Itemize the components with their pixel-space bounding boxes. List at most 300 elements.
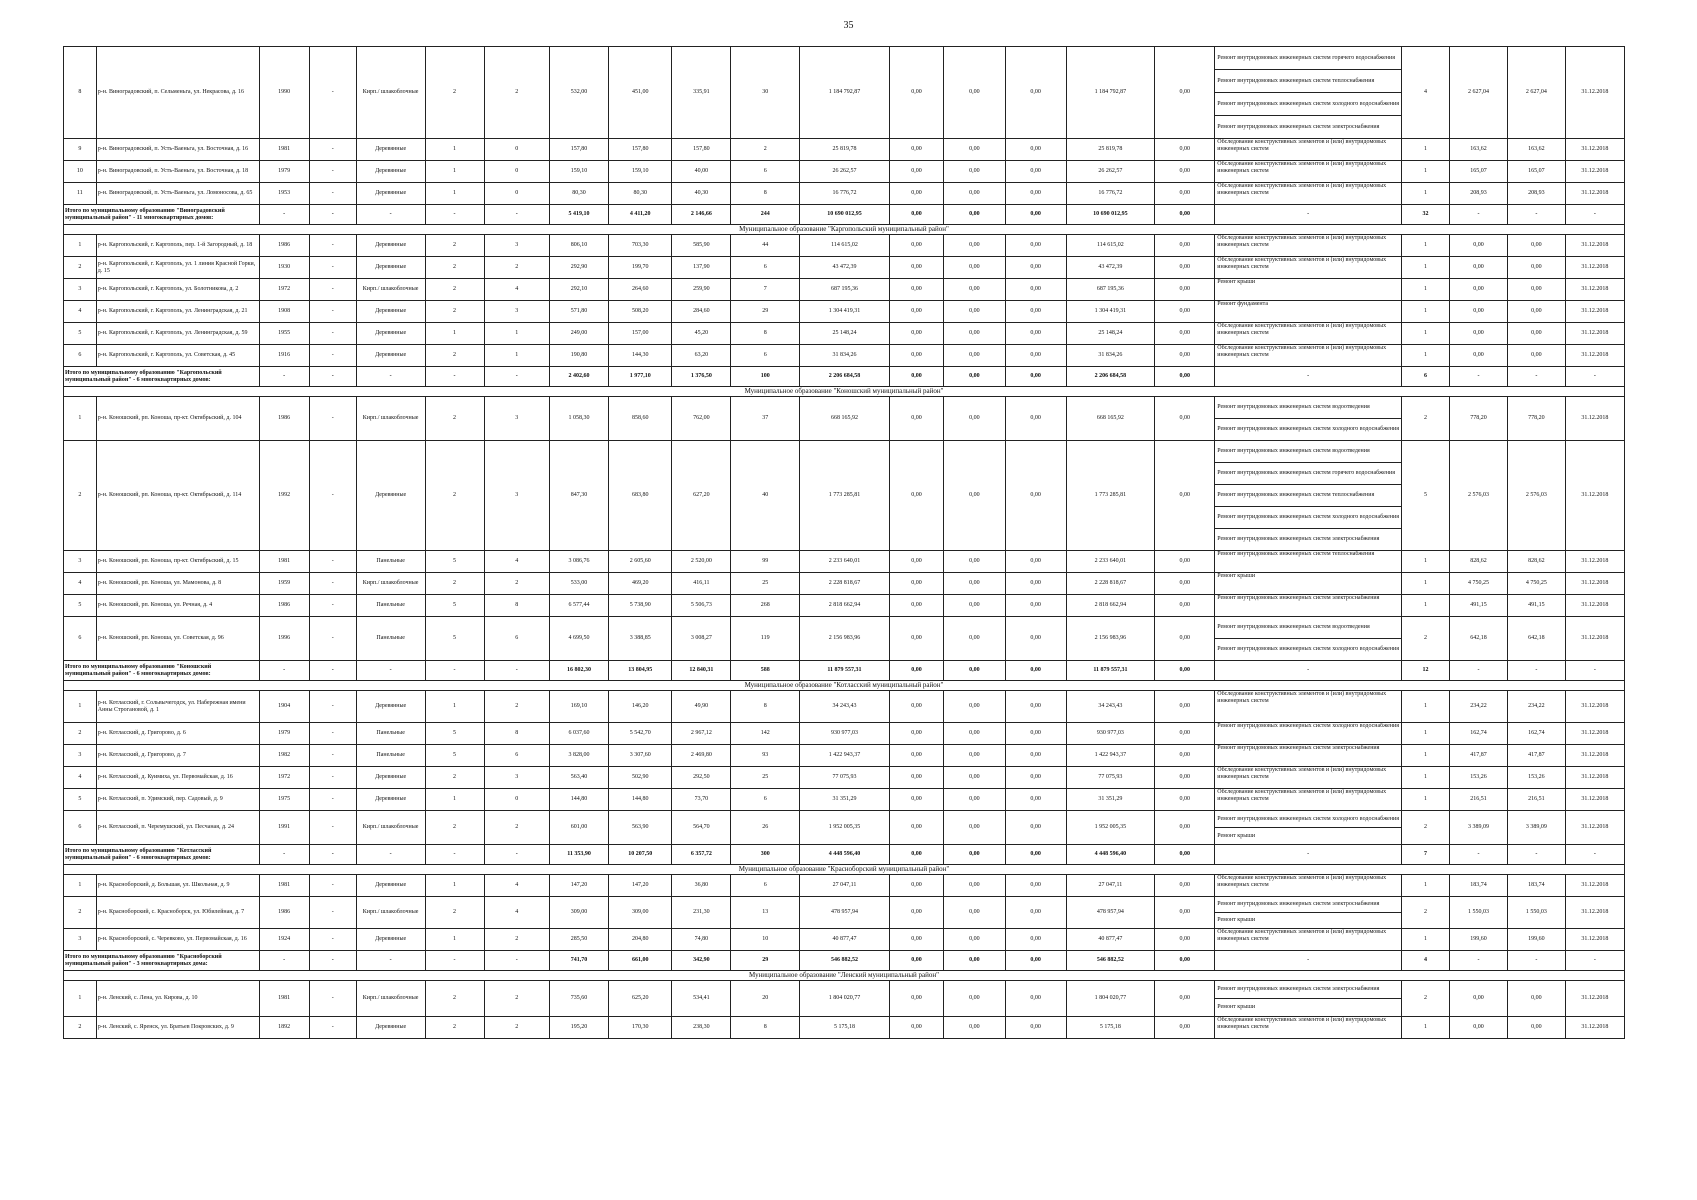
cell-comm: - [309, 789, 356, 811]
works-cell [1215, 595, 1402, 617]
cell-c2: 0,00 [889, 595, 944, 617]
cell-date: 31.12.2018 [1565, 1017, 1624, 1039]
cell-no: 1 [64, 875, 97, 897]
cell-year: 1992 [259, 441, 309, 551]
cell-c2: 0,00 [889, 257, 944, 279]
cell-p1: 216,51 [1450, 789, 1508, 811]
total-label: Итого по муниципальному образованию "Котласский муниципальный район" - 6 многоквартирных домов: [64, 845, 260, 865]
cell-year: 1959 [259, 573, 309, 595]
work-item: Ремонт крыши [1217, 832, 1256, 839]
work-item: Ремонт внутридомовых инженерных систем горячего водоснабжения [1215, 463, 1401, 485]
cell-comm: - [309, 745, 356, 767]
works-cell [1215, 897, 1402, 929]
section-title: Муниципальное образование "Красноборский муниципальный район" [64, 865, 1625, 875]
cell-a3: 73,70 [672, 789, 731, 811]
cell-addr: р-н. Каргопольский, г. Каргополь, пер. 1-й Загородный, д. 18 [96, 235, 259, 257]
cell-a1: 532,00 [550, 47, 609, 139]
cell-date: - [1565, 951, 1624, 971]
cell-res: 25 [731, 573, 800, 595]
cell-wall: Кирп./ шлакоблочные [356, 47, 425, 139]
cell-a3: 2 967,12 [672, 723, 731, 745]
cell-wall: Кирп./ шлакоблочные [356, 279, 425, 301]
cell-a1: 4 699,50 [550, 617, 609, 661]
cell-c3: 0,00 [944, 161, 1005, 183]
cell-wn: 1 [1402, 345, 1450, 367]
work-item: Обследование конструктивных элементов и (или) внутридомовых инженерных систем [1217, 161, 1387, 174]
cell-date: 31.12.2018 [1565, 235, 1624, 257]
cell-ent: 0 [484, 161, 550, 183]
cell-addr: р-н. Котласский, п. Черемушский, ул. Песчаная, д. 24 [96, 811, 259, 845]
cell-c4: 0,00 [1005, 929, 1066, 951]
page-number: 35 [843, 20, 854, 31]
cell-c1: 687 195,36 [800, 279, 890, 301]
cell-date: 31.12.2018 [1565, 897, 1624, 929]
cell-a1: 309,00 [550, 897, 609, 929]
cell-p2: - [1507, 367, 1565, 387]
cell-wall: Деревянные [356, 235, 425, 257]
cell-a2: 451,00 [609, 47, 672, 139]
cell-p1: 417,87 [1450, 745, 1508, 767]
cell-comm: - [309, 661, 356, 681]
cell-a2: 683,80 [609, 441, 672, 551]
cell-works: - [1215, 367, 1402, 387]
cell-wn: 7 [1402, 845, 1450, 865]
cell-no: 4 [64, 767, 97, 789]
works-cell [1215, 723, 1402, 745]
cell-a2: 1 977,10 [609, 367, 672, 387]
cell-c5: 930 977,03 [1066, 723, 1154, 745]
cell-res: 13 [731, 897, 800, 929]
cell-year: 1908 [259, 301, 309, 323]
works-cell [1215, 257, 1402, 279]
cell-p1: 0,00 [1450, 1017, 1508, 1039]
cell-wall: Кирп./ шлакоблочные [356, 573, 425, 595]
cell-a3: 6 357,72 [672, 845, 731, 865]
cell-wall: Кирп./ шлакоблочные [356, 981, 425, 1017]
cell-wall: Деревянные [356, 161, 425, 183]
cell-c2: 0,00 [889, 345, 944, 367]
cell-comm: - [309, 573, 356, 595]
cell-a2: 508,20 [609, 301, 672, 323]
cell-a1: 563,40 [550, 767, 609, 789]
works-cell [1215, 745, 1402, 767]
cell-c2: 0,00 [889, 573, 944, 595]
cell-a2: 4 411,20 [609, 205, 672, 225]
cell-c6: 0,00 [1155, 139, 1215, 161]
cell-date: 31.12.2018 [1565, 345, 1624, 367]
cell-p1: 642,18 [1450, 617, 1508, 661]
cell-wall: Деревянные [356, 345, 425, 367]
work-item: Обследование конструктивных элементов и (или) внутридомовых инженерных систем [1217, 183, 1387, 196]
cell-c5: 1 804 020,77 [1066, 981, 1154, 1017]
cell-c5: 43 472,39 [1066, 257, 1154, 279]
cell-c5: 40 877,47 [1066, 929, 1154, 951]
cell-res: 29 [731, 301, 800, 323]
cell-a3: 49,90 [672, 691, 731, 723]
cell-c1: 114 615,02 [800, 235, 890, 257]
cell-year: 1955 [259, 323, 309, 345]
cell-comm: - [309, 47, 356, 139]
cell-no: 3 [64, 279, 97, 301]
cell-year: 1981 [259, 875, 309, 897]
cell-floors: 2 [425, 811, 484, 845]
cell-a1: 1 058,30 [550, 397, 609, 441]
cell-ent: 3 [484, 397, 550, 441]
cell-c6: 0,00 [1155, 767, 1215, 789]
cell-res: 6 [731, 875, 800, 897]
cell-ent: 0 [484, 139, 550, 161]
house-row [64, 723, 1625, 745]
cell-a1: 3 086,76 [550, 551, 609, 573]
work-item: Ремонт крыши [1217, 917, 1256, 923]
cell-addr: р-н. Ленский, с. Лена, ул. Кирова, д. 10 [96, 981, 259, 1017]
cell-p1: 3 389,09 [1450, 811, 1508, 845]
house-row [64, 301, 1625, 323]
cell-c4: 0,00 [1005, 257, 1066, 279]
cell-a1: 601,00 [550, 811, 609, 845]
cell-ent: 4 [484, 279, 550, 301]
works-cell [1215, 235, 1402, 257]
cell-comm: - [309, 301, 356, 323]
cell-wall: Деревянные [356, 183, 425, 205]
cell-c5: 31 834,26 [1066, 345, 1154, 367]
cell-ent: 2 [484, 691, 550, 723]
work-item: Ремонт внутридомовых инженерных систем электроснабжения [1217, 595, 1380, 601]
cell-c1: 1 804 020,77 [800, 981, 890, 1017]
cell-c1: 930 977,03 [800, 723, 890, 745]
cell-works: - [1215, 845, 1402, 865]
cell-a3: 157,80 [672, 139, 731, 161]
cell-wn: 2 [1402, 897, 1450, 929]
cell-comm: - [309, 257, 356, 279]
cell-a2: 13 804,95 [609, 661, 672, 681]
cell-a2: 157,80 [609, 139, 672, 161]
cell-comm: - [309, 981, 356, 1017]
cell-res: 93 [731, 745, 800, 767]
cell-c1: 2 206 684,58 [800, 367, 890, 387]
cell-c6: 0,00 [1155, 951, 1215, 971]
cell-res: 2 [731, 139, 800, 161]
cell-date: 31.12.2018 [1565, 441, 1624, 551]
cell-a2: 144,30 [609, 345, 672, 367]
cell-a2: 625,20 [609, 981, 672, 1017]
works-cell [1215, 161, 1402, 183]
work-item: Ремонт крыши [1217, 573, 1256, 579]
cell-c3: 0,00 [944, 745, 1005, 767]
cell-p2: 828,62 [1507, 551, 1565, 573]
cell-res: 99 [731, 551, 800, 573]
works-cell [1215, 323, 1402, 345]
cell-addr: р-н. Виноградовский, п. Усть-Ваеньга, ул. Восточная, д. 18 [96, 161, 259, 183]
cell-wall: Панельные [356, 723, 425, 745]
cell-comm: - [309, 875, 356, 897]
cell-res: 6 [731, 345, 800, 367]
cell-comm: - [309, 767, 356, 789]
cell-wn: 1 [1402, 279, 1450, 301]
works-cell [1215, 279, 1402, 301]
cell-a3: 2 146,66 [672, 205, 731, 225]
cell-c4: 0,00 [1005, 139, 1066, 161]
cell-addr: р-н. Ленский, с. Яренск, ул. Братьев Покровских, д. 9 [96, 1017, 259, 1039]
cell-wn: 6 [1402, 367, 1450, 387]
cell-c2: 0,00 [889, 301, 944, 323]
work-item: Обследование конструктивных элементов и (или) внутридомовых инженерных систем [1217, 789, 1387, 802]
cell-addr: р-н. Котласский, г. Сольвычегодск, ул. Набережная имени Анны Строгановой, д. 1 [96, 691, 259, 723]
cell-comm: - [309, 139, 356, 161]
cell-c3: 0,00 [944, 723, 1005, 745]
cell-c4: 0,00 [1005, 301, 1066, 323]
cell-wall: Кирп./ шлакоблочные [356, 897, 425, 929]
cell-comm: - [309, 691, 356, 723]
cell-wn: 1 [1402, 235, 1450, 257]
cell-p2: 0,00 [1507, 301, 1565, 323]
cell-a1: 195,20 [550, 1017, 609, 1039]
cell-ent: 4 [484, 875, 550, 897]
work-item: Обследование конструктивных элементов и (или) внутридомовых инженерных систем [1217, 139, 1387, 152]
cell-year: 1996 [259, 617, 309, 661]
cell-comm: - [309, 951, 356, 971]
cell-wn: 1 [1402, 723, 1450, 745]
cell-c5: 2 156 983,96 [1066, 617, 1154, 661]
cell-res: 40 [731, 441, 800, 551]
house-row [64, 573, 1625, 595]
cell-c3: 0,00 [944, 279, 1005, 301]
cell-comm: - [309, 723, 356, 745]
cell-c3: 0,00 [944, 897, 1005, 929]
cell-c5: 2 233 640,01 [1066, 551, 1154, 573]
cell-res: 25 [731, 767, 800, 789]
cell-res: 8 [731, 1017, 800, 1039]
cell-no: 8 [64, 47, 97, 139]
cell-date: 31.12.2018 [1565, 929, 1624, 951]
cell-a1: 144,80 [550, 789, 609, 811]
cell-wn: 1 [1402, 929, 1450, 951]
cell-c2: 0,00 [889, 279, 944, 301]
cell-date: 31.12.2018 [1565, 323, 1624, 345]
cell-c5: 478 957,94 [1066, 897, 1154, 929]
cell-c5: 2 228 818,67 [1066, 573, 1154, 595]
cell-wn: 1 [1402, 161, 1450, 183]
cell-c1: 4 448 596,40 [800, 845, 890, 865]
cell-res: 100 [731, 367, 800, 387]
cell-addr: р-н. Виноградовский, п. Усть-Ваеньга, ул. Ломоносова, д. 65 [96, 183, 259, 205]
house-row [64, 929, 1625, 951]
cell-c3: 0,00 [944, 367, 1005, 387]
work-item: Обследование конструктивных элементов и (или) внутридомовых инженерных систем [1217, 691, 1387, 704]
cell-res: 8 [731, 183, 800, 205]
cell-c2: 0,00 [889, 811, 944, 845]
cell-year: 1972 [259, 767, 309, 789]
section-header [64, 681, 1625, 691]
cell-c3: 0,00 [944, 573, 1005, 595]
work-item: Ремонт внутридомовых инженерных систем холодного водоснабжения [1217, 426, 1399, 432]
cell-c2: 0,00 [889, 323, 944, 345]
cell-date: 31.12.2018 [1565, 139, 1624, 161]
cell-date: 31.12.2018 [1565, 617, 1624, 661]
cell-year: 1982 [259, 745, 309, 767]
cell-c2: 0,00 [889, 767, 944, 789]
cell-no: 5 [64, 789, 97, 811]
cell-c2: 0,00 [889, 235, 944, 257]
works-cell [1215, 441, 1402, 551]
cell-res: 8 [731, 323, 800, 345]
cell-c5: 546 882,52 [1066, 951, 1154, 971]
cell-no: 2 [64, 897, 97, 929]
cell-p2: 0,00 [1507, 257, 1565, 279]
cell-addr: р-н. Коношский, рп. Коноша, ул. Мамонова, д. 8 [96, 573, 259, 595]
cell-p1: 0,00 [1450, 279, 1508, 301]
cell-a3: 585,90 [672, 235, 731, 257]
cell-floors: 2 [425, 1017, 484, 1039]
cell-year: 1981 [259, 981, 309, 1017]
section-header [64, 865, 1625, 875]
cell-ent: 2 [484, 981, 550, 1017]
cell-p2: 417,87 [1507, 745, 1565, 767]
cell-ent: 3 [484, 235, 550, 257]
cell-a3: 259,90 [672, 279, 731, 301]
cell-p1: 778,20 [1450, 397, 1508, 441]
cell-a3: 534,41 [672, 981, 731, 1017]
cell-c2: 0,00 [889, 845, 944, 865]
house-row [64, 897, 1625, 929]
cell-a1: 169,10 [550, 691, 609, 723]
cell-c4: 0,00 [1005, 745, 1066, 767]
cell-comm: - [309, 205, 356, 225]
cell-p2: 208,93 [1507, 183, 1565, 205]
cell-c1: 2 233 640,01 [800, 551, 890, 573]
cell-comm: - [309, 397, 356, 441]
cell-c1: 11 879 557,31 [800, 661, 890, 681]
cell-addr: р-н. Коношский, рп. Коноша, пр-кт. Октябрьский, д. 104 [96, 397, 259, 441]
cell-c4: 0,00 [1005, 845, 1066, 865]
cell-addr: р-н. Котласский, д. Куимиха, ул. Первомайская, д. 16 [96, 767, 259, 789]
cell-works: - [1215, 205, 1402, 225]
cell-ent: 3 [484, 767, 550, 789]
cell-wn: 1 [1402, 745, 1450, 767]
cell-ent: - [484, 845, 550, 865]
cell-year: 1981 [259, 139, 309, 161]
cell-wn: 1 [1402, 789, 1450, 811]
cell-c5: 2 818 662,94 [1066, 595, 1154, 617]
work-item: Ремонт внутридомовых инженерных систем электроснабжения [1215, 897, 1401, 913]
cell-c5: 1 422 943,37 [1066, 745, 1154, 767]
cell-a3: 137,90 [672, 257, 731, 279]
capital-repair-table [63, 46, 1625, 1039]
cell-c1: 1 773 285,81 [800, 441, 890, 551]
cell-wall: - [356, 951, 425, 971]
cell-p2: - [1507, 661, 1565, 681]
cell-floors: 2 [425, 897, 484, 929]
cell-p2: 0,00 [1507, 279, 1565, 301]
cell-date: 31.12.2018 [1565, 723, 1624, 745]
cell-addr: р-н. Котласский, д. Григорово, д. 7 [96, 745, 259, 767]
cell-c6: 0,00 [1155, 257, 1215, 279]
cell-no: 1 [64, 235, 97, 257]
cell-c1: 43 472,39 [800, 257, 890, 279]
cell-wall: Кирп./ шлакоблочные [356, 397, 425, 441]
cell-a3: 627,20 [672, 441, 731, 551]
cell-res: 37 [731, 397, 800, 441]
work-item: Ремонт внутридомовых инженерных систем холодного водоснабжения [1217, 646, 1399, 652]
cell-p1: 234,22 [1450, 691, 1508, 723]
work-item: Ремонт внутридомовых инженерных систем водоотведения [1215, 617, 1401, 639]
cell-p1: 0,00 [1450, 981, 1508, 1017]
cell-comm: - [309, 161, 356, 183]
cell-no: 1 [64, 397, 97, 441]
cell-c4: 0,00 [1005, 397, 1066, 441]
cell-year: 1979 [259, 161, 309, 183]
cell-c6: 0,00 [1155, 301, 1215, 323]
work-item: Ремонт внутридомовых инженерных систем холодного водоснабжения [1215, 811, 1401, 828]
cell-c6: 0,00 [1155, 981, 1215, 1017]
cell-ent: 8 [484, 595, 550, 617]
cell-c1: 2 228 818,67 [800, 573, 890, 595]
cell-a2: 469,20 [609, 573, 672, 595]
cell-wall: Кирп./ шлакоблочные [356, 811, 425, 845]
cell-c3: 0,00 [944, 47, 1005, 139]
cell-c5: 26 262,57 [1066, 161, 1154, 183]
cell-c3: 0,00 [944, 617, 1005, 661]
cell-wn: 5 [1402, 441, 1450, 551]
house-row [64, 161, 1625, 183]
work-item: Обследование конструктивных элементов и (или) внутридомовых инженерных систем [1217, 1017, 1387, 1030]
cell-p2: 2 576,03 [1507, 441, 1565, 551]
cell-year: 1904 [259, 691, 309, 723]
cell-addr: р-н. Красноборский, с. Черевково, ул. Первомайская, д. 16 [96, 929, 259, 951]
cell-c4: 0,00 [1005, 235, 1066, 257]
house-row [64, 981, 1625, 1017]
cell-c3: 0,00 [944, 981, 1005, 1017]
cell-c5: 25 148,24 [1066, 323, 1154, 345]
cell-no: 9 [64, 139, 97, 161]
cell-res: 300 [731, 845, 800, 865]
cell-floors: - [425, 845, 484, 865]
cell-p2: 0,00 [1507, 981, 1565, 1017]
house-row [64, 183, 1625, 205]
cell-c6: 0,00 [1155, 617, 1215, 661]
works-cell [1215, 811, 1402, 845]
cell-a3: 564,70 [672, 811, 731, 845]
cell-year: 1990 [259, 47, 309, 139]
cell-a1: 147,20 [550, 875, 609, 897]
work-item: Обследование конструктивных элементов и (или) внутридомовых инженерных систем [1217, 345, 1387, 358]
cell-addr: р-н. Котласский, д. Григорово, д. 6 [96, 723, 259, 745]
cell-p1: 162,74 [1450, 723, 1508, 745]
cell-date: - [1565, 205, 1624, 225]
works-cell [1215, 301, 1402, 323]
cell-no: 6 [64, 345, 97, 367]
cell-a3: 231,30 [672, 897, 731, 929]
cell-wall: Деревянные [356, 929, 425, 951]
cell-a2: 146,20 [609, 691, 672, 723]
cell-year: 1972 [259, 279, 309, 301]
cell-a2: 157,00 [609, 323, 672, 345]
cell-floors: 5 [425, 551, 484, 573]
cell-c3: 0,00 [944, 323, 1005, 345]
cell-a1: 80,30 [550, 183, 609, 205]
cell-c5: 10 690 012,95 [1066, 205, 1154, 225]
cell-c4: 0,00 [1005, 875, 1066, 897]
section-title: Муниципальное образование "Каргопольский муниципальный район" [64, 225, 1625, 235]
cell-floors: - [425, 205, 484, 225]
cell-p1: 0,00 [1450, 301, 1508, 323]
cell-no: 6 [64, 811, 97, 845]
cell-ent: - [484, 661, 550, 681]
works-cell [1215, 47, 1402, 139]
cell-c5: 1 184 792,87 [1066, 47, 1154, 139]
cell-a2: 661,00 [609, 951, 672, 971]
works-cell [1215, 691, 1402, 723]
